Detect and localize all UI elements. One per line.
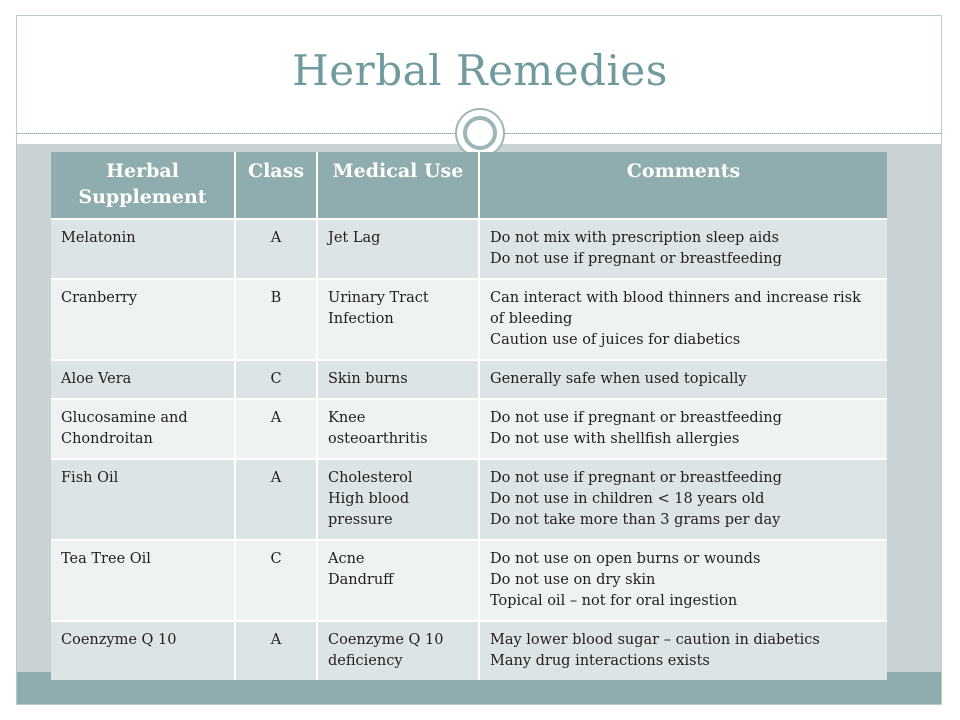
header-medical-use: Medical Use	[317, 152, 479, 219]
table-row	[51, 621, 887, 680]
title-divider-left	[17, 133, 457, 134]
comment-line: Do not use if pregnant or breastfeeding	[490, 470, 782, 486]
cell-medical-use: Jet Lag	[317, 219, 479, 279]
cell-supplement: Glucosamine and Chondroitan	[51, 399, 235, 459]
header-supplement: Herbal Supplement	[51, 152, 235, 219]
cell-class: A	[235, 621, 317, 680]
header-comments: Comments	[479, 152, 887, 219]
cell-comments	[479, 360, 887, 399]
comment-line: Many drug interactions exists	[490, 653, 710, 669]
table-body	[51, 219, 887, 680]
comment-line: Do not take more than 3 grams per day	[490, 512, 781, 528]
table-row	[51, 279, 887, 360]
remedies-table-container	[51, 152, 887, 672]
table-row	[51, 540, 887, 621]
comment-line: Caution use of juices for diabetics	[490, 332, 741, 348]
cell-class: C	[235, 540, 317, 621]
remedies-table	[51, 152, 887, 680]
cell-comments	[479, 219, 887, 279]
cell-medical-use: Knee osteoarthritis	[317, 399, 479, 459]
cell-class: B	[235, 279, 317, 360]
cell-class: A	[235, 459, 317, 540]
slide-title: Herbal Remedies	[292, 46, 668, 95]
comment-line: May lower blood sugar – caution in diabetics	[490, 632, 820, 648]
cell-supplement: Fish Oil	[51, 459, 235, 540]
table-row	[51, 399, 887, 459]
comment-line: Do not use with shellfish allergies	[490, 431, 740, 447]
cell-class: C	[235, 360, 317, 399]
cell-comments	[479, 621, 887, 680]
comment-line: Topical oil – not for oral ingestion	[490, 593, 738, 609]
cell-comments	[479, 540, 887, 621]
table-header-row	[51, 152, 887, 219]
comment-line: Do not mix with prescription sleep aids	[490, 230, 779, 246]
comment-line: Do not use if pregnant or breastfeeding	[490, 410, 782, 426]
comment-line: Do not use in children < 18 years old	[490, 491, 765, 507]
cell-class: A	[235, 399, 317, 459]
title-divider-right	[505, 133, 941, 134]
comment-line: Do not use on open burns or wounds	[490, 551, 761, 567]
cell-comments	[479, 399, 887, 459]
cell-supplement: Aloe Vera	[51, 360, 235, 399]
cell-medical-use: Acne Dandruff	[317, 540, 479, 621]
table-row	[51, 219, 887, 279]
cell-supplement: Tea Tree Oil	[51, 540, 235, 621]
cell-supplement: Melatonin	[51, 219, 235, 279]
comment-line: Can interact with blood thinners and increase risk of bleeding	[490, 290, 861, 327]
cell-comments	[479, 279, 887, 360]
header-class: Class	[235, 152, 317, 219]
comment-line: Generally safe when used topically	[490, 371, 747, 387]
cell-comments	[479, 459, 887, 540]
table-row	[51, 360, 887, 399]
comment-line: Do not use on dry skin	[490, 572, 656, 588]
cell-medical-use: Coenzyme Q 10 deficiency	[317, 621, 479, 680]
cell-medical-use: Skin burns	[317, 360, 479, 399]
cell-medical-use: Cholesterol High blood pressure	[317, 459, 479, 540]
comment-line: Do not use if pregnant or breastfeeding	[490, 251, 782, 267]
cell-supplement: Cranberry	[51, 279, 235, 360]
cell-class: A	[235, 219, 317, 279]
cell-medical-use: Urinary Tract Infection	[317, 279, 479, 360]
cell-supplement: Coenzyme Q 10	[51, 621, 235, 680]
table-row	[51, 459, 887, 540]
decorative-ring-icon	[463, 116, 497, 150]
